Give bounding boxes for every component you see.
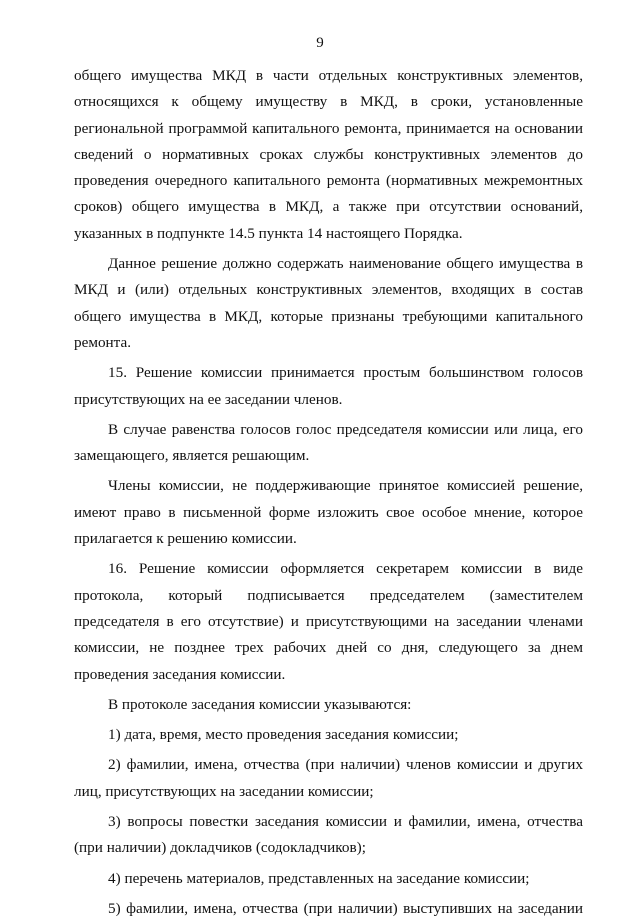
page-number: 9 xyxy=(316,35,324,51)
paragraph-16: 16. Решение комиссии оформляется секретарем комиссии в виде протокола, который подписывается председателем (заместителем председателя в его отсутствие) и присутствующими на заседании членами комиссии, не позднее трех рабочих дней со дня, следующего за днем проведения заседания комиссии. xyxy=(74,560,583,683)
paragraph-dissent: Члены комиссии, не поддерживающие принятое комиссией решение, имеют право в письменной форме изложить свое особое мнение, которое прилагается к решению комиссии. xyxy=(74,477,583,548)
document-body xyxy=(74,63,583,922)
paragraph-tie-vote: В случае равенства голосов голос председателя комиссии или лица, его замещающего, является решающим. xyxy=(74,420,583,465)
list-item-3: 3) вопросы повестки заседания комиссии и фамилии, имена, отчества (при наличии) докладчиков (содокладчиков); xyxy=(74,813,583,857)
list-item-4: 4) перечень материалов, представленных на заседание комиссии; xyxy=(108,869,530,887)
paragraph-decision-content: Данное решение должно содержать наименование общего имущества в МКД и (или) отдельных конструктивных элементов, входящих в состав общего имущества в МКД, которые признаны требующими капитального ремонта. xyxy=(74,255,583,351)
paragraph-continuation: общего имущества МКД в части отдельных конструктивных элементов, относящихся к общему имуществу в МКД, в сроки, установленные региональной программой капитального ремонта, принимается на основании сведений о нормативных сроках службы конструктивных элементов до проведения очередного капитального ремонта (нормативных межремонтных сроков) общего имущества в МКД, а также при отсутствии оснований, указанных в подпункте 14.5 пункта 14 настоящего Порядка. xyxy=(74,67,583,242)
list-item-2: 2) фамилии, имена, отчества (при наличии) членов комиссии и других лиц, присутствующих на заседании комиссии; xyxy=(74,756,583,800)
list-item-1: 1) дата, время, место проведения заседания комиссии; xyxy=(108,726,459,744)
paragraph-15: 15. Решение комиссии принимается простым большинством голосов присутствующих на ее заседании членов. xyxy=(74,364,583,408)
paragraph-protocol-intro: В протоколе заседания комиссии указываются: xyxy=(108,695,412,713)
list-item-5: 5) фамилии, имена, отчества (при наличии) выступивших на заседании xyxy=(108,899,583,917)
